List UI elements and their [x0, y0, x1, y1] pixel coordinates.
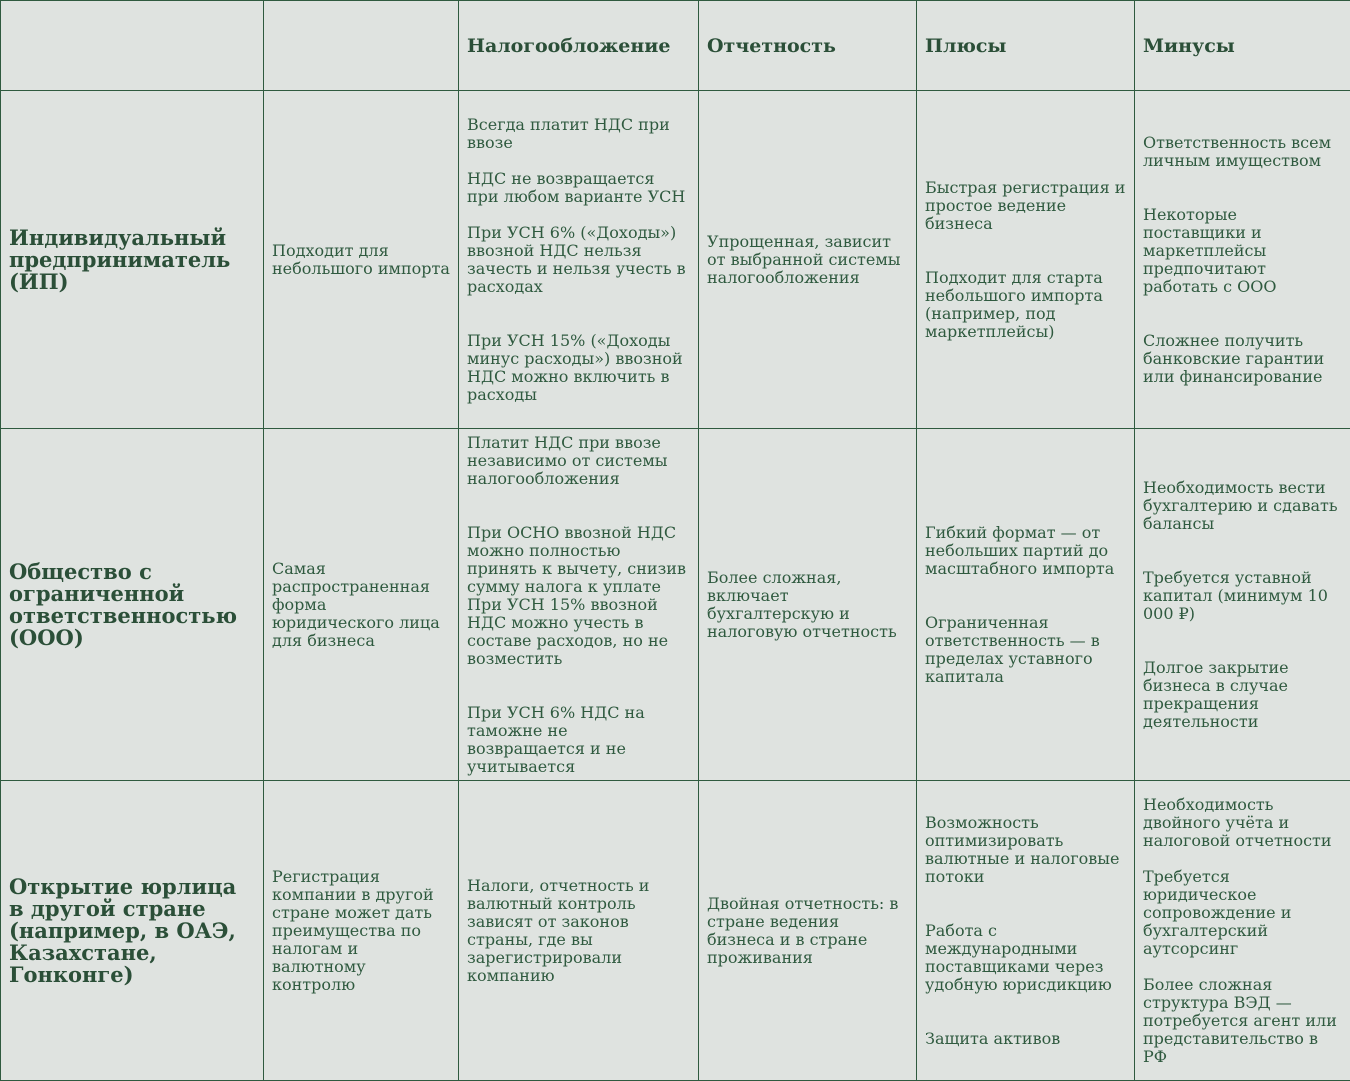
reporting-cell: Двойная отчетность: в стране ведения бизнеса и в стране проживания [699, 781, 917, 1081]
header-taxation: Налогообложение [459, 1, 699, 91]
taxation-item: При ОСНО ввозной НДС можно полностью принять к вычету, снизив сумму налога к уплате [467, 524, 690, 596]
row-description: Подходит для небольшого импорта [264, 91, 459, 429]
pros-item: Возможность оптимизировать валютные и налоговые потоки [925, 814, 1126, 886]
pros-item: Подходит для старта небольшого импорта (например, под маркетплейсы) [925, 269, 1126, 341]
header-row [1, 1, 1350, 91]
pros-item: Гибкий формат — от небольших партий до масштабного импорта [925, 524, 1126, 578]
row-description: Регистрация компании в другой стране может дать преимущества по налогам и валютному контролю [264, 781, 459, 1081]
table-row-ooo [1, 429, 1350, 781]
pros-cell [917, 429, 1135, 781]
cons-item: Долгое закрытие бизнеса в случае прекращения деятельности [1143, 659, 1342, 731]
row-title: Открытие юрлица в другой стране (например, в ОАЭ, Казахстане, Гонконге) [1, 781, 264, 1081]
cons-item: Сложнее получить банковские гарантии или финансирование [1143, 332, 1342, 386]
taxation-item: При УСН 6% НДС на таможне не возвращается и не учитывается [467, 704, 690, 776]
cons-item: Необходимость вести бухгалтерию и сдавать балансы [1143, 479, 1342, 533]
taxation-item: НДС не возвращается при любом варианте УСН [467, 170, 690, 206]
taxation-cell [459, 429, 699, 781]
table-row-foreign [1, 781, 1350, 1081]
row-description: Самая распространенная форма юридического лица для бизнеса [264, 429, 459, 781]
pros-item: Работа с международными поставщиками через удобную юрисдикцию [925, 922, 1126, 994]
cons-item: Необходимость двойного учёта и налоговой отчетности [1143, 796, 1342, 850]
cons-item: Требуется юридическое сопровождение и бухгалтерский аутсорсинг [1143, 868, 1342, 958]
taxation-cell [459, 781, 699, 1081]
header-empty-2 [264, 1, 459, 91]
pros-item: Защита активов [925, 1030, 1126, 1048]
pros-item: Ограниченная ответственность — в пределах уставного капитала [925, 614, 1126, 686]
taxation-item: Платит НДС при ввозе независимо от системы налогообложения [467, 434, 690, 488]
cons-item: Более сложная структура ВЭД — потребуется агент или представительство в РФ [1143, 976, 1342, 1066]
reporting-cell: Упрощенная, зависит от выбранной системы налогообложения [699, 91, 917, 429]
cons-cell [1135, 91, 1350, 429]
pros-item: Быстрая регистрация и простое ведение бизнеса [925, 179, 1126, 233]
cons-item: Ответственность всем личным имуществом [1143, 134, 1342, 170]
table-row-ip [1, 91, 1350, 429]
header-cons: Минусы [1135, 1, 1350, 91]
pros-cell [917, 91, 1135, 429]
taxation-item: При УСН 6% («Доходы») ввозной НДС нельзя зачесть и нельзя учесть в расходах [467, 224, 690, 296]
taxation-item: Всегда платит НДС при ввозе [467, 116, 690, 152]
taxation-item: При УСН 15% ввозной НДС можно учесть в составе расходов, но не возместить [467, 596, 690, 668]
cons-cell [1135, 429, 1350, 781]
pros-cell [917, 781, 1135, 1081]
taxation-item: Налоги, отчетность и валютный контроль зависят от законов страны, где вы зарегистрировали компанию [467, 877, 690, 985]
cons-item: Некоторые поставщики и маркетплейсы предпочитают работать с ООО [1143, 206, 1342, 296]
taxation-item: При УСН 15% («Доходы минус расходы») ввозной НДС можно включить в расходы [467, 332, 690, 404]
header-reporting: Отчетность [699, 1, 917, 91]
taxation-cell [459, 91, 699, 429]
row-title: Индивидуальный предприниматель (ИП) [1, 91, 264, 429]
cons-cell [1135, 781, 1350, 1081]
header-empty-1 [1, 1, 264, 91]
row-title: Общество с ограниченной ответственностью (ООО) [1, 429, 264, 781]
reporting-cell: Более сложная, включает бухгалтерскую и налоговую отчетность [699, 429, 917, 781]
cons-item: Требуется уставной капитал (минимум 10 000 ₽) [1143, 569, 1342, 623]
header-pros: Плюсы [917, 1, 1135, 91]
